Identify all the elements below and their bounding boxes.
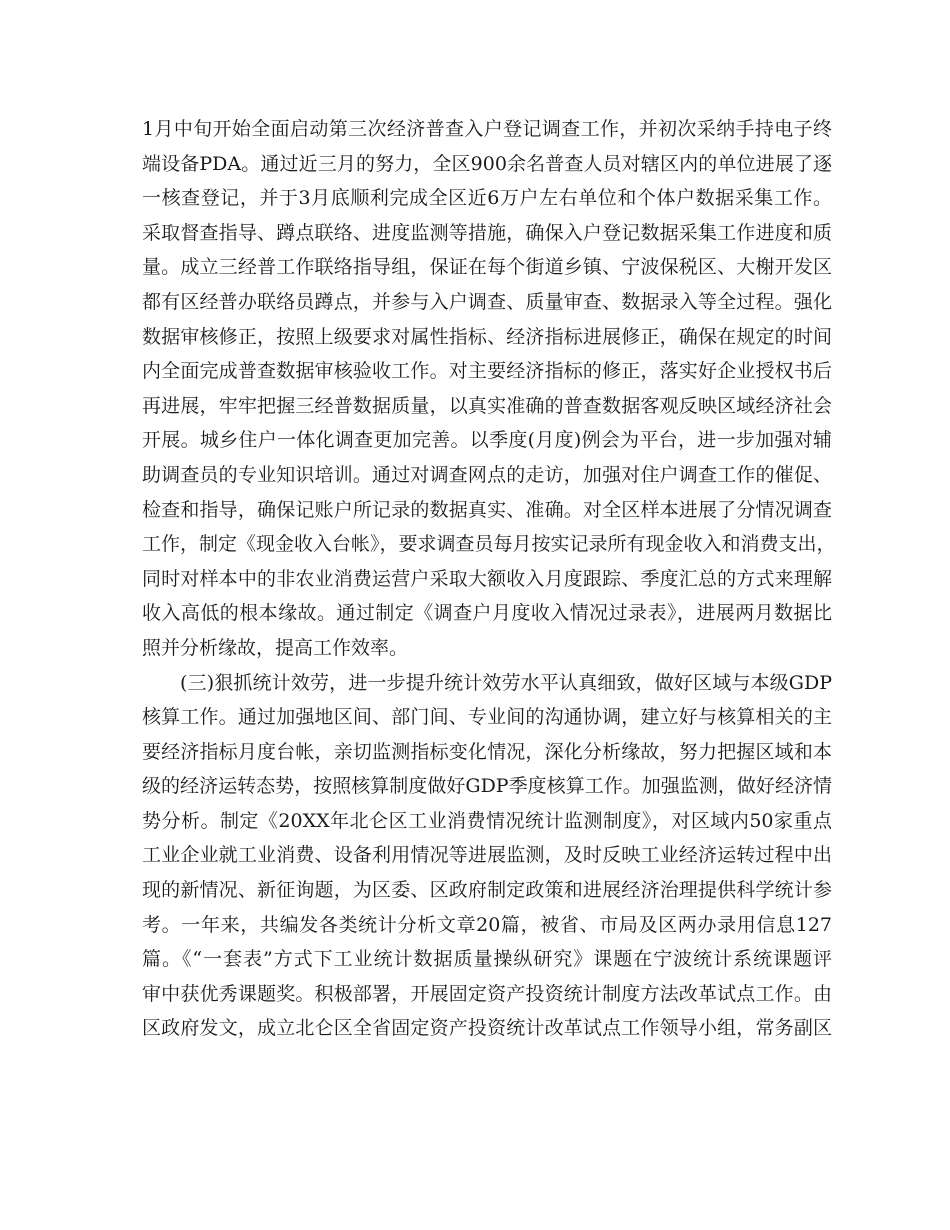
text-line: 都有区经普办联络员蹲点，并参与入户调查、质量审查、数据录入等全过程。强化 [142,290,832,313]
text-line: 区政府发文，成立北仑区全省固定资产投资统计改革试点工作领导小组，常务副区 [142,1017,832,1040]
paragraph-1 [142,112,836,666]
text-line: 势分析。制定《20XX年北仑区工业消费情况统计监测制度》，对区域内50家重点 [142,809,832,832]
text-line: 开展。城乡住户一体化调查更加完善。以季度(月度)例会为平台，进一步加强对辅 [142,429,832,452]
text-line: 工业企业就工业消费、设备利用情况等进展监测，及时反映工业经济运转过程中出 [142,844,832,867]
text-line: 端设备PDA。通过近三月的努力，全区900余名普查人员对辖区内的单位进展了逐 [142,152,832,175]
text-line: 级的经济运转态势，按照核算制度做好GDP季度核算工作。加强监测，做好经济情 [142,775,832,798]
text-line: 同时对样本中的非农业消费运营户采取大额收入月度跟踪、季度汇总的方式来理解 [142,567,832,590]
text-line: 再进展，牢牢把握三经普数据质量，以真实准确的普查数据客观反映区域经济社会 [142,394,832,417]
text-line: 一核查登记，并于3月底顺利完成全区近6万户左右单位和个体户数据采集工作。 [142,187,832,210]
text-line: 要经济指标月度台帐，亲切监测指标变化情况，深化分析缘故，努力把握区域和本 [142,740,832,763]
text-line: 检查和指导，确保记账户所记录的数据真实、准确。对全区样本进展了分情况调查 [142,498,832,521]
text-line: 收入高低的根本缘故。通过制定《调查户月度收入情况过录表》，进展两月数据比 [142,602,832,625]
document-body [142,112,836,1046]
text-line: 照并分析缘故，提高工作效率。 [142,636,409,659]
text-line: 数据审核修正，按照上级要求对属性指标、经济指标进展修正，确保在规定的时间 [142,325,832,348]
text-line: 工作，制定《现金收入台帐》，要求调查员每月按实记录所有现金收入和消费支出， [142,533,836,556]
text-line: 考。一年来，共编发各类统计分析文章20篇，被省、市局及区两办录用信息127 [142,913,832,936]
text-line: 篇。《“一套表”方式下工业统计数据质量操纵研究》课题在宁波统计系统课题评 [142,948,832,971]
text-line: 内全面完成普查数据审核验收工作。对主要经济指标的修正，落实好企业授权书后 [142,360,832,383]
text-line: 助调查员的专业知识培训。通过对调查网点的走访，加强对住户调查工作的催促、 [142,463,832,486]
text-line: 审中获优秀课题奖。积极部署，开展固定资产投资统计制度方法改革试点工作。由 [142,982,832,1005]
text-line: 现的新情况、新征询题，为区委、区政府制定政策和进展经济治理提供科学统计参 [142,879,832,902]
text-line: 核算工作。通过加强地区间、部门间、专业间的沟通协调，建立好与核算相关的主 [142,706,832,729]
text-line: 量。成立三经普工作联络指导组，保证在每个街道乡镇、宁波保税区、大榭开发区 [142,256,832,279]
text-line: 1月中旬开始全面启动第三次经济普查入户登记调查工作，并初次采纳手持电子终 [142,118,832,140]
paragraph-2 [142,666,832,1047]
text-line: 采取督查指导、蹲点联络、进度监测等措施，确保入户登记数据采集工作进度和质 [142,221,832,244]
text-line: (三)狠抓统计效劳，进一步提升统计效劳水平认真细致，做好区域与本级GDP [180,671,832,694]
